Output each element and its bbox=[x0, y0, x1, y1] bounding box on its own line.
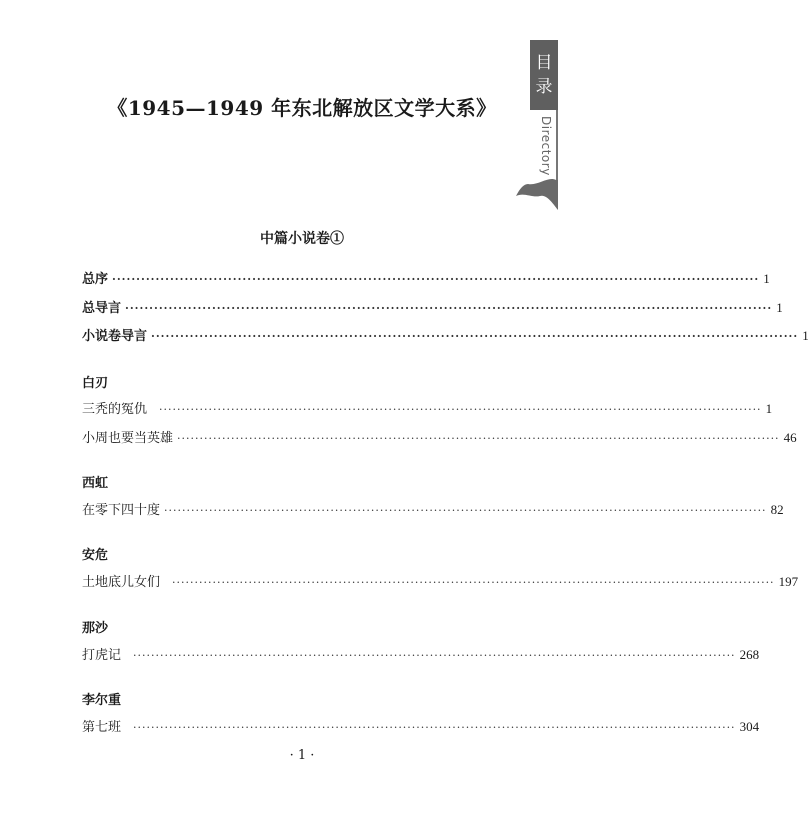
toc-entry[interactable] bbox=[82, 571, 799, 591]
dot-leader: ······································································································································ bbox=[159, 403, 762, 416]
toc-entry-title: 小周也要当英雄 bbox=[82, 431, 174, 446]
toc-entry[interactable] bbox=[82, 427, 797, 447]
dot-leader: ······································································································································ bbox=[164, 504, 767, 517]
toc-entry[interactable] bbox=[82, 644, 760, 664]
toc-entry-title: 第七班 bbox=[82, 720, 122, 735]
author-heading: 那沙 bbox=[82, 621, 109, 636]
author-heading: 白刃 bbox=[82, 376, 109, 391]
toc-entry-title: 总序 bbox=[82, 272, 109, 287]
toc-entry-title: 在零下四十度 bbox=[82, 503, 161, 518]
page-number: · 1 · bbox=[289, 748, 315, 763]
author-heading: 李尔重 bbox=[82, 693, 122, 708]
toc-entry-page: 1 bbox=[765, 401, 773, 416]
toc-entry-page: 82 bbox=[770, 502, 784, 517]
dot-leader: ······································································································································ bbox=[177, 432, 780, 445]
author-heading: 安危 bbox=[82, 548, 109, 563]
volume-title: 中篇小说卷① bbox=[260, 231, 344, 247]
toc-entry-title: 总导言 bbox=[82, 301, 122, 316]
toc-entry-title: 土地底儿女们 bbox=[82, 575, 161, 590]
toc-entry[interactable] bbox=[82, 398, 773, 418]
toc-entry[interactable] bbox=[82, 325, 809, 345]
author-heading: 西虹 bbox=[82, 476, 109, 491]
toc-entry[interactable] bbox=[82, 297, 783, 317]
dot-leader: ······································································································································ bbox=[151, 330, 799, 343]
dot-leader: ······································································································································ bbox=[125, 302, 773, 315]
dot-leader: ······································································································································ bbox=[133, 721, 736, 734]
toc-entry-title: 打虎记 bbox=[82, 648, 122, 663]
flag-icon bbox=[514, 176, 574, 212]
toc-entry[interactable] bbox=[82, 268, 770, 288]
toc-entry[interactable] bbox=[82, 499, 784, 519]
dot-leader: ······································································································································ bbox=[172, 576, 775, 589]
toc-entry-page: 1 bbox=[776, 300, 783, 315]
toc-entry-page: 304 bbox=[739, 719, 760, 734]
dot-leader: ······································································································································ bbox=[133, 649, 736, 662]
directory-tab-char-2: 录 bbox=[535, 77, 553, 97]
toc-entry-page: 197 bbox=[778, 574, 799, 589]
directory-tab-char-1: 目 bbox=[535, 53, 553, 73]
directory-tab-english: Directory bbox=[539, 116, 553, 176]
book-title: 《1945—1949 年东北解放区文学大系》 bbox=[107, 96, 497, 120]
toc-entry[interactable] bbox=[82, 716, 760, 736]
toc-entry-page: 268 bbox=[739, 647, 760, 662]
toc-entry-title: 三秃的冤仇 bbox=[82, 402, 148, 417]
toc-entry-title: 小说卷导言 bbox=[82, 329, 148, 344]
toc-entry-page: 46 bbox=[783, 430, 797, 445]
toc-entry-page: 1 bbox=[802, 328, 809, 343]
toc-entry-page: 1 bbox=[763, 271, 770, 286]
dot-leader: ······································································································································ bbox=[112, 273, 760, 286]
